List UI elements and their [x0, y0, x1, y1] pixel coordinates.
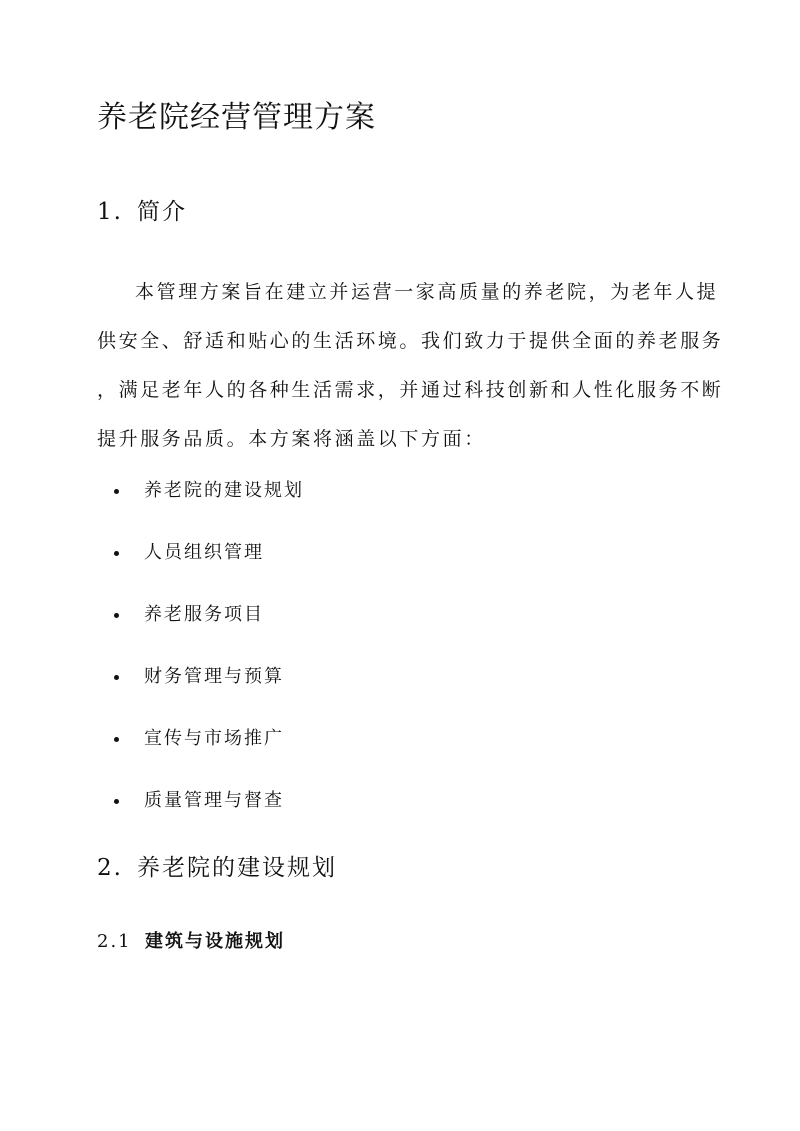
list-item	[114, 600, 304, 662]
bullet-icon	[114, 551, 119, 556]
section-2-number: 2.	[97, 855, 123, 881]
paragraph-line: ，满足老年人的各种生活需求，并通过科技创新和人性化服务不断	[97, 379, 724, 401]
section-2-heading	[97, 852, 337, 884]
section-1-number: 1.	[97, 199, 123, 225]
topics-list	[114, 476, 304, 848]
paragraph-line: 供安全、舒适和贴心的生活环境。我们致力于提供全面的养老服务	[97, 330, 724, 352]
intro-paragraph	[97, 268, 724, 464]
list-item-label: 人员组织管理	[144, 542, 264, 563]
section-1-title: 简介	[137, 199, 187, 225]
list-item-label: 宣传与市场推广	[144, 728, 284, 749]
list-item	[114, 662, 304, 724]
paragraph-line: 提升服务品质。本方案将涵盖以下方面：	[97, 428, 486, 450]
subsection-2-1-title: 建筑与设施规划	[145, 931, 285, 952]
bullet-icon	[114, 613, 119, 618]
section-2-title: 养老院的建设规划	[137, 855, 337, 881]
list-item-label: 养老服务项目	[144, 604, 264, 625]
document-title: 养老院经营管理方案	[97, 100, 376, 135]
bullet-icon	[114, 675, 119, 680]
list-item-label: 质量管理与督查	[144, 790, 284, 811]
list-item	[114, 786, 304, 848]
list-item-label: 财务管理与预算	[144, 666, 284, 687]
subsection-2-1-number: 2.1	[97, 931, 132, 952]
list-item	[114, 476, 304, 538]
bullet-icon	[114, 737, 119, 742]
bullet-icon	[114, 489, 119, 494]
section-1-heading	[97, 196, 187, 228]
list-item-label: 养老院的建设规划	[144, 480, 304, 501]
bullet-icon	[114, 799, 119, 804]
subsection-2-1-heading	[97, 929, 285, 955]
paragraph-line: 本管理方案旨在建立并运营一家高质量的养老院，为老年人提	[135, 281, 719, 303]
list-item	[114, 538, 304, 600]
list-item	[114, 724, 304, 786]
